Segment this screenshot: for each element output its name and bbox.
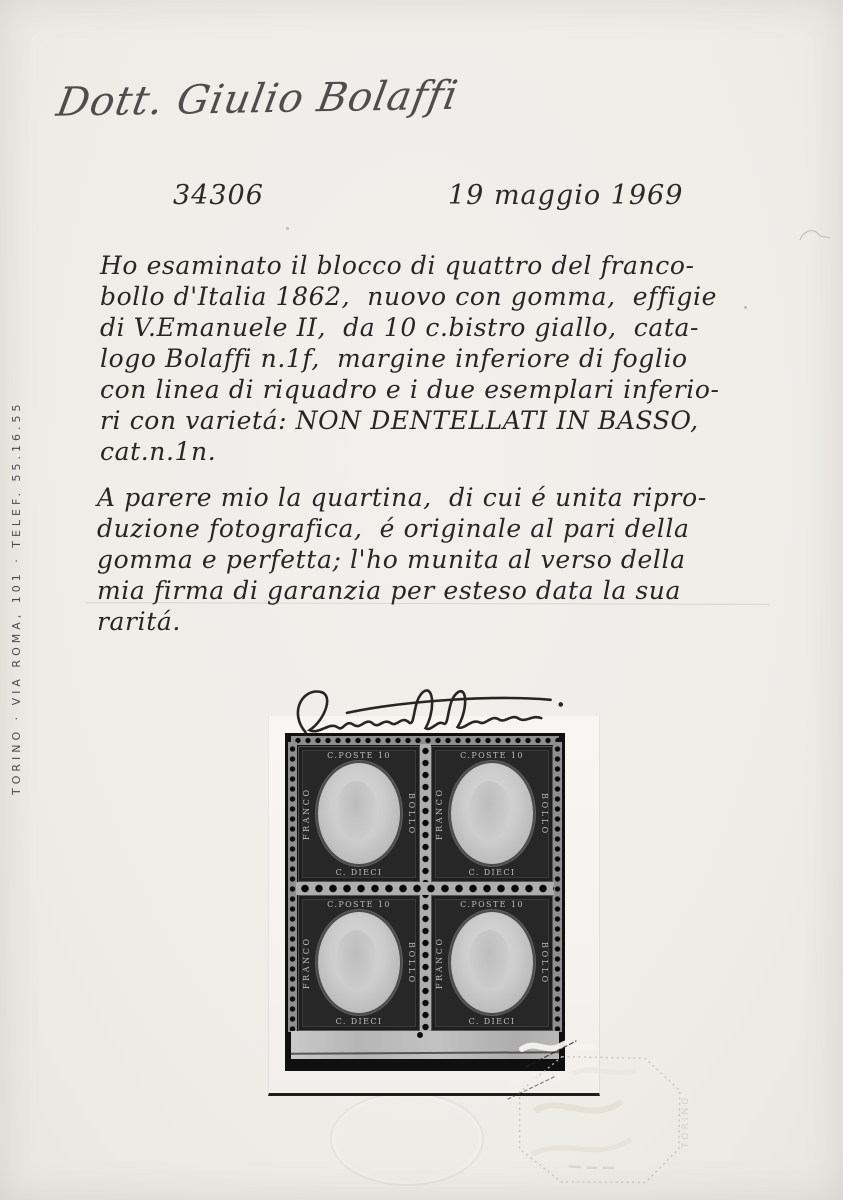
- body-line: ri con varietá: NON DENTELLATI IN BASSO,: [100, 406, 699, 435]
- body-line: bollo d'Italia 1862, nuovo con gomma, effigie: [100, 282, 718, 311]
- stamp-bottom-label: C. DIECI: [468, 868, 516, 877]
- perforation-gutter-horizontal: [296, 882, 554, 895]
- stamp-right-label: BOLLO: [407, 941, 416, 985]
- body-line: logo Bolaffi n.1f, margine inferiore di foglio: [100, 344, 688, 373]
- expert-signature-autograph: [283, 676, 578, 750]
- body-line: Ho esaminato il blocco di quattro del franco-: [100, 251, 695, 280]
- embossed-seal: [480, 1033, 710, 1200]
- stamp-left-label: FRANCO: [302, 936, 311, 990]
- body-line: A parere mio la quartina, di cui é unita ripro-: [97, 483, 707, 512]
- seal-vertical-text: TORINO: [681, 1094, 691, 1148]
- stamp-top-right: [431, 746, 553, 882]
- body-line: raritá.: [97, 607, 181, 636]
- stamp-portrait-oval: [451, 912, 533, 1013]
- stamp-top-label: C.POSTE 10: [327, 900, 391, 909]
- body-line: duzione fotografica, é originale al pari della: [97, 514, 690, 543]
- body-line: con linea di riquadro e i due esemplari inferio-: [100, 375, 720, 404]
- stamp-left-label: FRANCO: [302, 787, 311, 841]
- stamp-top-label: C.POSTE 10: [460, 751, 524, 760]
- certificate-date: 19 maggio 1969: [448, 180, 684, 211]
- stamp-left-label: FRANCO: [435, 936, 444, 990]
- stamp-portrait-oval: [318, 763, 400, 864]
- stamp-bottom-label: C. DIECI: [335, 1017, 383, 1026]
- stamp-top-label: C.POSTE 10: [327, 751, 391, 760]
- stamp-right-label: BOLLO: [540, 792, 549, 836]
- stamp-portrait-oval: [451, 763, 533, 864]
- body-line: di V.Emanuele II, da 10 c.bistro giallo, cata-: [100, 313, 700, 342]
- stamp-portrait-oval: [318, 912, 400, 1013]
- letterhead-address-vertical: TORINO · VIA ROMA, 101 · TELEF. 55.16.55: [10, 400, 23, 795]
- stamp-top-left: [298, 746, 420, 882]
- stamp-right-label: BOLLO: [540, 941, 549, 985]
- body-paragraph-2: [97, 482, 707, 637]
- emboss-faint-circle: [330, 1092, 484, 1186]
- stamp-left-label: FRANCO: [435, 787, 444, 841]
- stamp-block-photo: [285, 733, 565, 1071]
- body-line: mia firma di garanzia per esteso data la sua: [97, 576, 682, 605]
- perforation-dot: [417, 1032, 423, 1038]
- stamp-bottom-right: [431, 895, 553, 1031]
- body-paragraph-1: [100, 250, 720, 467]
- stamp-bottom-label: C. DIECI: [468, 1017, 516, 1026]
- certificate-number: 34306: [173, 180, 264, 211]
- stamp-top-label: C.POSTE 10: [460, 900, 524, 909]
- stamp-bottom-left: [298, 895, 420, 1031]
- letterhead-script-name: Dott. Giulio Bolaffi: [53, 72, 462, 126]
- stamp-right-label: BOLLO: [407, 792, 416, 836]
- body-line: cat.n.1n.: [100, 437, 217, 466]
- body-line: gomma e perfetta; l'ho munita al verso della: [97, 545, 686, 574]
- pencil-smudge: [798, 226, 832, 248]
- dust-speck: [744, 306, 747, 309]
- perforation-edge-right: [553, 742, 562, 1032]
- dust-speck: [286, 227, 289, 230]
- stamp-bottom-label: C. DIECI: [335, 868, 383, 877]
